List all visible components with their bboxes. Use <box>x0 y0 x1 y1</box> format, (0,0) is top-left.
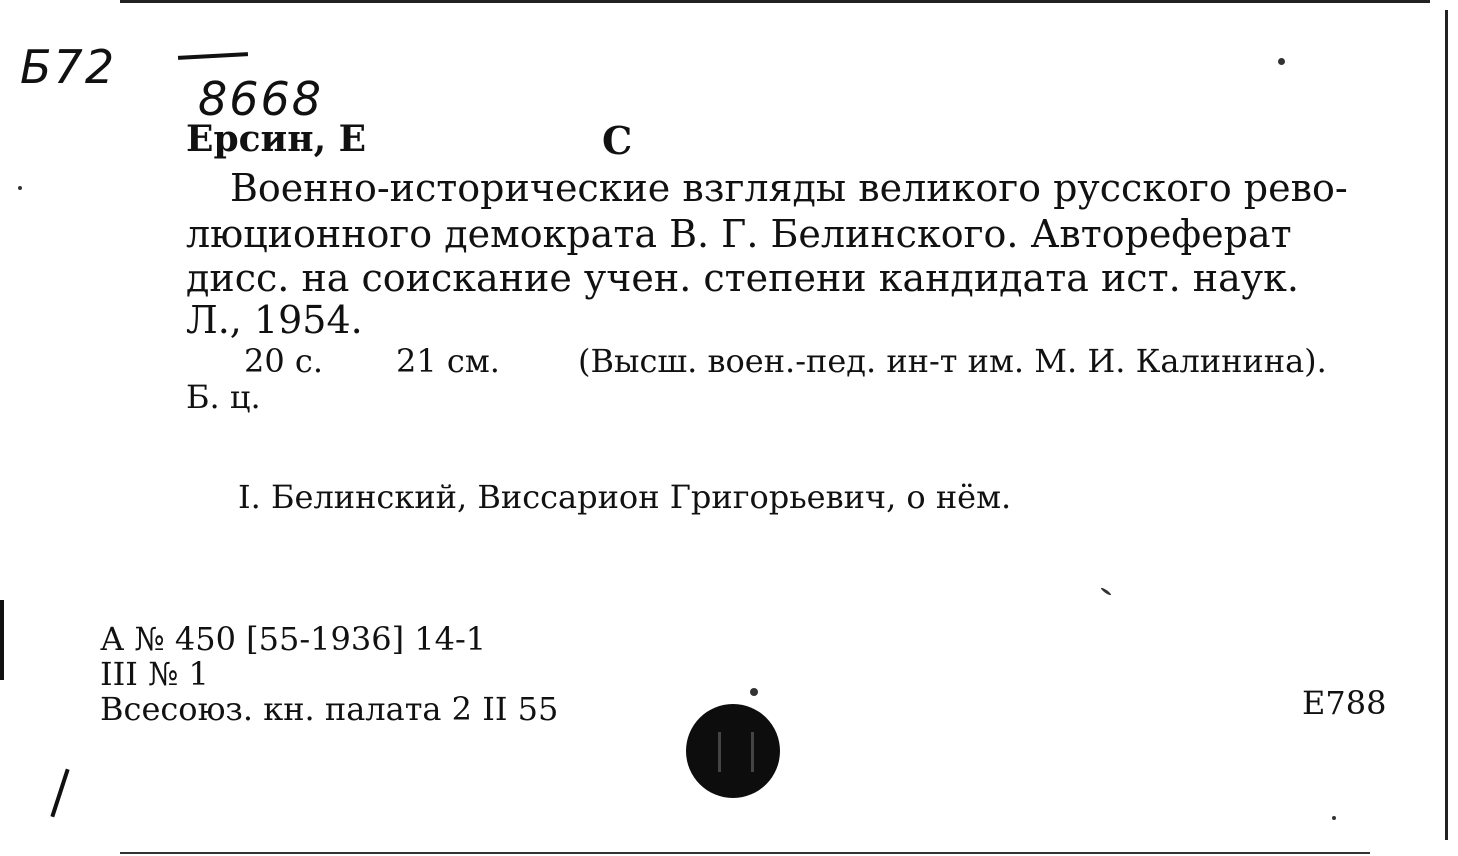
title-line-3: дисс. на соискание учен. степени кандидата ист. наук. <box>186 256 1299 300</box>
title-line-4: Л., 1954. <box>186 298 363 342</box>
accession-line-3: Всесоюз. кн. палата 2 II 55 <box>100 690 559 728</box>
ink-speck <box>1332 816 1336 820</box>
card-code: Е788 <box>1302 684 1387 722</box>
card-border-left <box>0 600 4 680</box>
author-heading: Ерсин, Е <box>186 118 367 160</box>
pencil-stroke <box>50 769 69 818</box>
ink-speck <box>750 688 758 696</box>
subject-heading: I. Белинский, Виссарион Григорьевич, о нём. <box>238 478 1012 516</box>
handwritten-shelfmark: Б72 <box>20 40 117 94</box>
ink-speck <box>1278 58 1285 65</box>
handwritten-overline <box>178 52 248 60</box>
collation-size: 21 см. <box>396 342 500 380</box>
accession-line-2: III № 1 <box>100 655 209 693</box>
price-note: Б. ц. <box>186 378 261 416</box>
collation-institution: (Высш. воен.-пед. ин-т им. М. И. Калинина). <box>578 342 1327 380</box>
ink-speck <box>1100 587 1112 596</box>
title-line-1: Военно-исторические взгляды великого русского рево- <box>230 166 1348 210</box>
collation-pages: 20 с. <box>244 342 323 380</box>
accession-line-1: А № 450 [55-1936] 14-1 <box>100 620 487 658</box>
title-line-2: люционного демократа В. Г. Белинского. Автореферат <box>186 212 1292 256</box>
punch-hole-mark <box>718 732 754 772</box>
ink-speck <box>18 186 22 190</box>
card-border-bottom <box>120 852 1370 854</box>
card-border-right <box>1445 10 1448 840</box>
section-letter: С <box>602 118 633 163</box>
handwritten-number: 8668 <box>198 72 324 126</box>
card-border-top <box>120 0 1430 3</box>
